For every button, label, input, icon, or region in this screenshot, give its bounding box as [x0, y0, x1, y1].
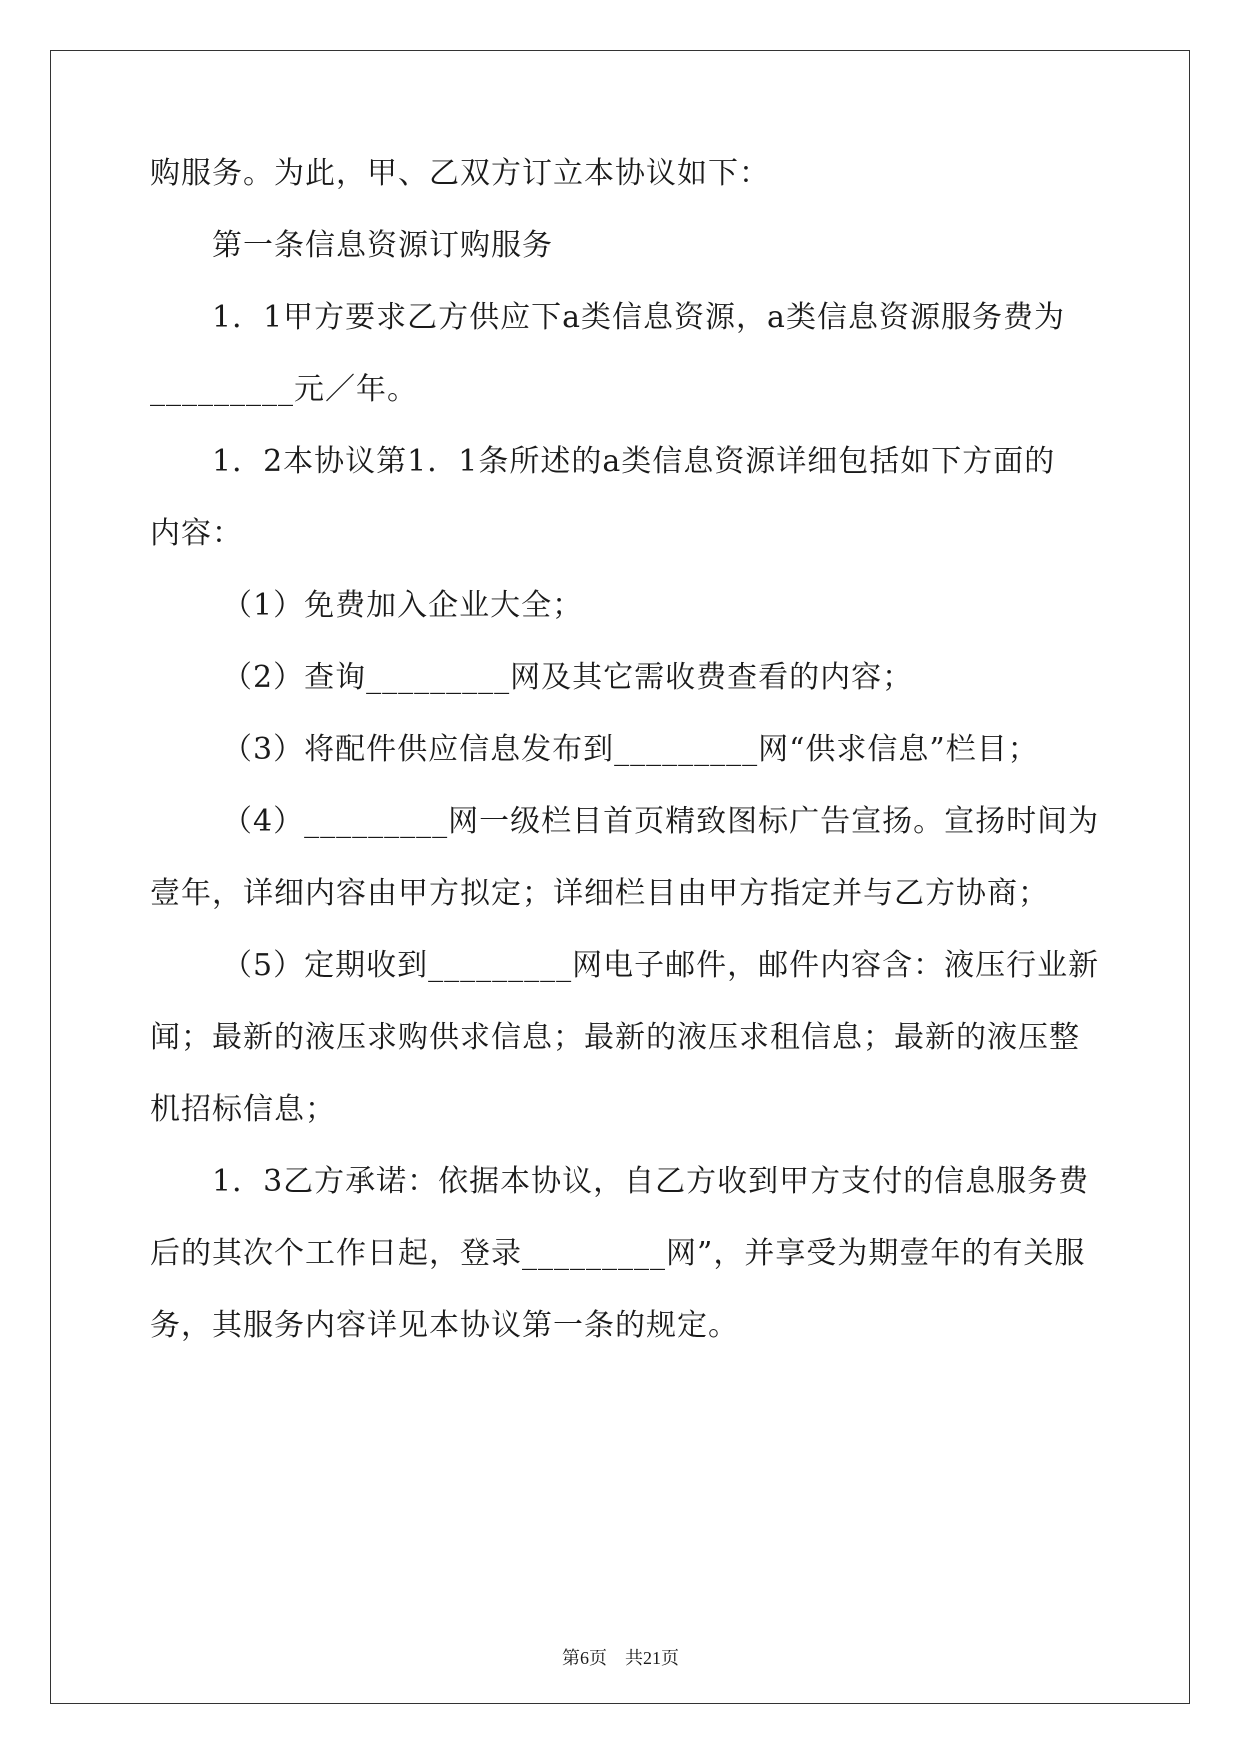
section-heading: 第一条信息资源订购服务 [212, 228, 553, 263]
paragraph-line: 后的其次个工作日起，登录_________网”，并享受为期壹年的有关服 [150, 1236, 1086, 1271]
paragraph-line: _________元／年。 [150, 372, 418, 407]
list-item: （5）定期收到_________网电子邮件，邮件内容含：液压行业新 [222, 948, 1100, 983]
paragraph-line: 壹年，详细内容由甲方拟定；详细栏目由甲方指定并与乙方协商； [150, 876, 1049, 911]
list-item: （3）将配件供应信息发布到_________网“供求信息”栏目； [222, 732, 1039, 767]
paragraph-line: 务，其服务内容详见本协议第一条的规定。 [150, 1308, 739, 1343]
paragraph-line: 1．2本协议第1．1条所述的a类信息资源详细包括如下方面的 [212, 444, 1056, 479]
list-item: （4）_________网一级栏目首页精致图标广告宣扬。宣扬时间为 [222, 804, 1100, 839]
paragraph-line: 机招标信息； [150, 1092, 336, 1127]
page-footer [0, 1646, 1241, 1670]
paragraph-line: 购服务。为此，甲、乙双方订立本协议如下： [150, 156, 770, 191]
page-number: 第6页 共21页 [562, 1648, 679, 1668]
paragraph-line: 闻；最新的液压求购供求信息；最新的液压求租信息；最新的液压整 [150, 1020, 1080, 1055]
paragraph-line: 内容： [150, 516, 243, 551]
paragraph-line: 1．3乙方承诺：依据本协议，自乙方收到甲方支付的信息服务费 [212, 1164, 1090, 1199]
list-item: （1）免费加入企业大全； [222, 588, 584, 623]
list-item: （2）查询_________网及其它需收费查看的内容； [222, 660, 914, 695]
paragraph-line: 1．1甲方要求乙方供应下a类信息资源，a类信息资源服务费为 [212, 300, 1065, 335]
